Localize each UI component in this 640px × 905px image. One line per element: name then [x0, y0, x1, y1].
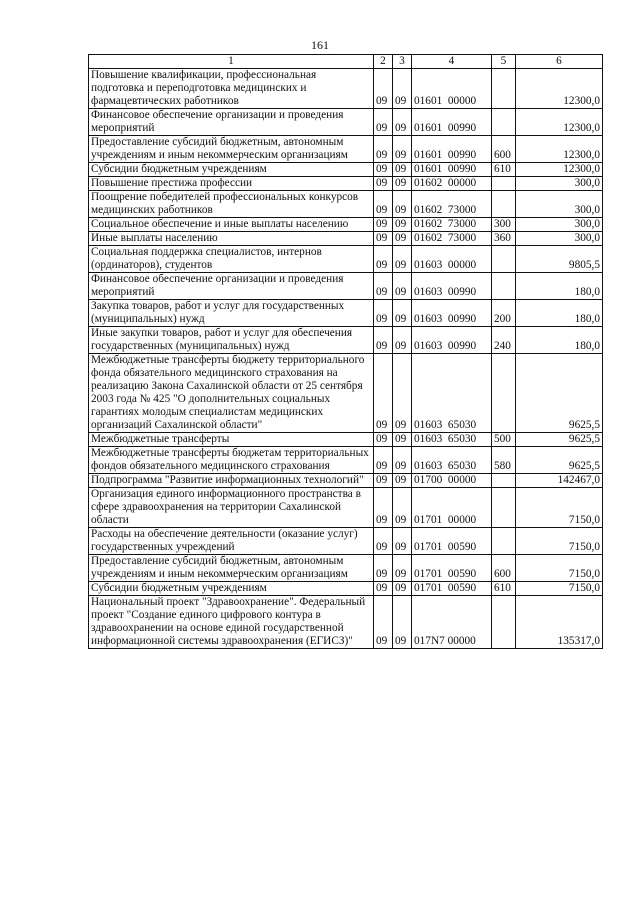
table-row — [89, 474, 603, 488]
header-col-4: 4 — [412, 55, 492, 69]
row-expense-type: 580 — [492, 447, 516, 474]
row-section: 09 — [374, 447, 393, 474]
row-expense-type: 500 — [492, 433, 516, 447]
row-subsection: 09 — [393, 300, 412, 327]
row-section: 09 — [374, 273, 393, 300]
row-subsection: 09 — [393, 474, 412, 488]
header-col-6: 6 — [516, 55, 603, 69]
table-row — [89, 136, 603, 163]
row-target-code: 01602 73000 — [412, 218, 492, 232]
row-name: Повышение квалификации, профессиональная подготовка и переподготовка медицинских и фармацевтических работников — [89, 69, 374, 109]
row-expense-type — [492, 273, 516, 300]
table-row — [89, 528, 603, 555]
row-subsection: 09 — [393, 528, 412, 555]
row-name: Межбюджетные трансферты — [89, 433, 374, 447]
row-name: Иные выплаты населению — [89, 232, 374, 246]
row-expense-type — [492, 246, 516, 273]
header-col-2: 2 — [374, 55, 393, 69]
row-amount: 7150,0 — [516, 555, 603, 582]
row-expense-type — [492, 191, 516, 218]
row-target-code: 01601 00990 — [412, 109, 492, 136]
row-amount: 300,0 — [516, 232, 603, 246]
table-row — [89, 596, 603, 649]
row-section: 09 — [374, 163, 393, 177]
row-subsection: 09 — [393, 596, 412, 649]
row-amount: 9805,5 — [516, 246, 603, 273]
row-target-code: 01700 00000 — [412, 474, 492, 488]
row-subsection: 09 — [393, 232, 412, 246]
row-amount: 9625,5 — [516, 447, 603, 474]
row-section: 09 — [374, 582, 393, 596]
row-target-code: 01701 00590 — [412, 582, 492, 596]
row-section: 09 — [374, 596, 393, 649]
row-expense-type: 360 — [492, 232, 516, 246]
row-subsection: 09 — [393, 69, 412, 109]
row-name: Финансовое обеспечение организации и проведения мероприятий — [89, 109, 374, 136]
row-section: 09 — [374, 555, 393, 582]
row-target-code: 01701 00590 — [412, 555, 492, 582]
row-amount: 135317,0 — [516, 596, 603, 649]
row-amount: 180,0 — [516, 327, 603, 354]
table-row — [89, 300, 603, 327]
table-row — [89, 488, 603, 528]
row-amount: 9625,5 — [516, 354, 603, 433]
row-subsection: 09 — [393, 354, 412, 433]
table-row — [89, 246, 603, 273]
row-name: Национальный проект "Здравоохранение". Федеральный проект "Создание единого цифрового контура в здравоохранении на основе единой государственной информационной системы здравоохранения (ЕГИСЗ)" — [89, 596, 374, 649]
row-expense-type — [492, 474, 516, 488]
row-expense-type: 300 — [492, 218, 516, 232]
row-amount: 12300,0 — [516, 163, 603, 177]
row-target-code: 01701 00590 — [412, 528, 492, 555]
table-row — [89, 69, 603, 109]
row-amount: 300,0 — [516, 177, 603, 191]
row-expense-type — [492, 596, 516, 649]
row-section: 09 — [374, 528, 393, 555]
table-row — [89, 273, 603, 300]
row-name: Предоставление субсидий бюджетным, автономным учреждениям и иным некоммерческим организациям — [89, 136, 374, 163]
row-name: Организация единого информационного пространства в сфере здравоохранения на территории Сахалинской области — [89, 488, 374, 528]
row-subsection: 09 — [393, 177, 412, 191]
row-name: Субсидии бюджетным учреждениям — [89, 582, 374, 596]
row-target-code: 01602 00000 — [412, 177, 492, 191]
header-col-5: 5 — [492, 55, 516, 69]
row-subsection: 09 — [393, 109, 412, 136]
row-name: Предоставление субсидий бюджетным, автономным учреждениям и иным некоммерческим организациям — [89, 555, 374, 582]
row-amount: 9625,5 — [516, 433, 603, 447]
table-row — [89, 232, 603, 246]
table-header-row — [89, 55, 603, 69]
table-row — [89, 327, 603, 354]
table-row — [89, 191, 603, 218]
table-row — [89, 109, 603, 136]
row-subsection: 09 — [393, 136, 412, 163]
row-target-code: 01603 00000 — [412, 246, 492, 273]
row-subsection: 09 — [393, 555, 412, 582]
row-expense-type — [492, 177, 516, 191]
row-expense-type: 610 — [492, 582, 516, 596]
row-target-code: 01602 73000 — [412, 191, 492, 218]
row-section: 09 — [374, 232, 393, 246]
table-row — [89, 218, 603, 232]
row-name: Повышение престижа профессии — [89, 177, 374, 191]
table-row — [89, 163, 603, 177]
row-section: 09 — [374, 246, 393, 273]
header-col-1: 1 — [89, 55, 374, 69]
header-col-3: 3 — [393, 55, 412, 69]
row-amount: 180,0 — [516, 273, 603, 300]
row-section: 09 — [374, 177, 393, 191]
row-subsection: 09 — [393, 191, 412, 218]
row-section: 09 — [374, 488, 393, 528]
row-expense-type — [492, 528, 516, 555]
page-number: 161 — [311, 38, 329, 52]
row-expense-type — [492, 354, 516, 433]
row-section: 09 — [374, 109, 393, 136]
table-row — [89, 582, 603, 596]
row-expense-type: 240 — [492, 327, 516, 354]
row-target-code: 01601 00990 — [412, 163, 492, 177]
row-amount: 300,0 — [516, 218, 603, 232]
row-target-code: 01601 00000 — [412, 69, 492, 109]
row-name: Закупка товаров, работ и услуг для государственных (муниципальных) нужд — [89, 300, 374, 327]
table-row — [89, 354, 603, 433]
row-expense-type: 600 — [492, 136, 516, 163]
row-section: 09 — [374, 218, 393, 232]
table-row — [89, 433, 603, 447]
row-section: 09 — [374, 327, 393, 354]
row-section: 09 — [374, 69, 393, 109]
row-name: Социальная поддержка специалистов, интернов (ординаторов), студентов — [89, 246, 374, 273]
row-amount: 12300,0 — [516, 109, 603, 136]
row-name: Подпрограмма "Развитие информационных технологий" — [89, 474, 374, 488]
row-amount: 300,0 — [516, 191, 603, 218]
row-amount: 142467,0 — [516, 474, 603, 488]
budget-table — [88, 54, 603, 649]
row-amount: 180,0 — [516, 300, 603, 327]
row-section: 09 — [374, 191, 393, 218]
row-section: 09 — [374, 300, 393, 327]
row-expense-type — [492, 488, 516, 528]
row-expense-type: 610 — [492, 163, 516, 177]
row-target-code: 01603 65030 — [412, 433, 492, 447]
row-subsection: 09 — [393, 433, 412, 447]
row-subsection: 09 — [393, 273, 412, 300]
row-target-code: 01603 00990 — [412, 327, 492, 354]
row-target-code: 017N7 00000 — [412, 596, 492, 649]
row-name: Межбюджетные трансферты бюджетам территориальных фондов обязательного медицинского страхования — [89, 447, 374, 474]
row-target-code: 01603 00990 — [412, 273, 492, 300]
row-target-code: 01603 65030 — [412, 354, 492, 433]
row-amount: 12300,0 — [516, 136, 603, 163]
row-expense-type — [492, 69, 516, 109]
row-subsection: 09 — [393, 488, 412, 528]
row-section: 09 — [374, 136, 393, 163]
row-subsection: 09 — [393, 246, 412, 273]
row-subsection: 09 — [393, 163, 412, 177]
row-name: Социальное обеспечение и иные выплаты населению — [89, 218, 374, 232]
row-amount: 7150,0 — [516, 582, 603, 596]
table-row — [89, 177, 603, 191]
row-name: Расходы на обеспечение деятельности (оказание услуг) государственных учреждений — [89, 528, 374, 555]
row-expense-type: 600 — [492, 555, 516, 582]
row-name: Субсидии бюджетным учреждениям — [89, 163, 374, 177]
table-row — [89, 447, 603, 474]
row-name: Иные закупки товаров, работ и услуг для обеспечения государственных (муниципальных) нужд — [89, 327, 374, 354]
row-section: 09 — [374, 354, 393, 433]
row-target-code: 01602 73000 — [412, 232, 492, 246]
row-section: 09 — [374, 474, 393, 488]
row-subsection: 09 — [393, 447, 412, 474]
row-section: 09 — [374, 433, 393, 447]
row-amount: 12300,0 — [516, 69, 603, 109]
row-expense-type: 200 — [492, 300, 516, 327]
row-target-code: 01603 65030 — [412, 447, 492, 474]
row-subsection: 09 — [393, 582, 412, 596]
row-target-code: 01701 00000 — [412, 488, 492, 528]
row-target-code: 01603 00990 — [412, 300, 492, 327]
row-subsection: 09 — [393, 327, 412, 354]
row-expense-type — [492, 109, 516, 136]
row-name: Межбюджетные трансферты бюджету территориального фонда обязательного медицинского страхования на реализацию Закона Сахалинской области от 25 сентября 2003 года № 425 "О дополнительных социальных гарантиях молодым специалистам медицинских организаций Сахалинской области" — [89, 354, 374, 433]
row-subsection: 09 — [393, 218, 412, 232]
row-amount: 7150,0 — [516, 528, 603, 555]
row-amount: 7150,0 — [516, 488, 603, 528]
row-target-code: 01601 00990 — [412, 136, 492, 163]
row-name: Финансовое обеспечение организации и проведения мероприятий — [89, 273, 374, 300]
row-name: Поощрение победителей профессиональных конкурсов медицинских работников — [89, 191, 374, 218]
table-row — [89, 555, 603, 582]
